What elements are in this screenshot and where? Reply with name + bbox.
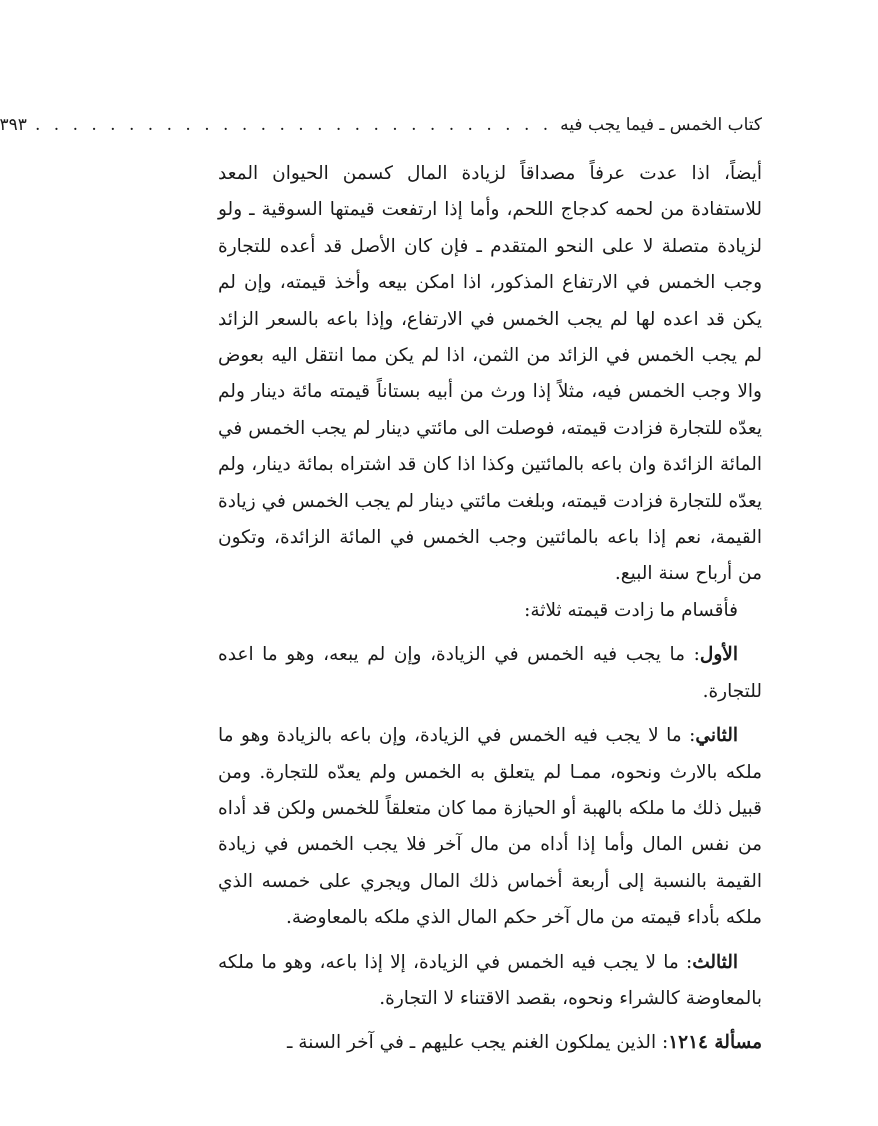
issue-text: : الذين يملكون الغنم يجب عليهم ـ في آخر السنة ـ: [287, 1032, 669, 1054]
third-term: الثالث: [692, 951, 738, 973]
second-text: : ما لا يجب فيه الخمس في الزيادة، وإن باعه بالزيادة وهو ما ملكه بالارث ونحوه، ممـا لم يتعلق به الخمس ولم يعدّه للتجارة. ومن قبيل ذلك ما ملكه بالهبة أو الحيازة مما كان متعلقاً للخمس ولكن قد أداه من نفس المال وأما إذا أداه من مال آخر فلا يجب الخمس في زيادة القيمة بالنسبة إلى أربعة أخماس ذلك المال ويجري على خمسه الذي ملكه بأداء قيمته من مال آخر حكم المال الذي ملكه بالمعاوضة.: [218, 725, 762, 929]
second-term: الثاني: [695, 725, 738, 747]
chapter-title: كتاب الخمس ـ فيما يجب فيه: [560, 115, 762, 135]
third-text: : ما لا يجب فيه الخمس في الزيادة، إلا إذا باعه، وهو ما ملكه بالمعاوضة كالشراء ونحوه، بقصد الاقتناء لا التجارة.: [218, 951, 762, 1009]
paragraph-first: [218, 637, 762, 710]
paragraph-third: [218, 945, 762, 1018]
page-number: ٣٩٣: [0, 115, 27, 135]
issue-term: مسألة ١٢١٤: [668, 1032, 762, 1054]
first-text: : ما يجب فيه الخمس في الزيادة، وإن لم يبعه، وهو ما اعده للتجارة.: [218, 644, 762, 702]
body-text: [218, 156, 762, 1062]
running-header: [0, 112, 762, 138]
leader-dots: . . . . . . . . . . . . . . . . . . . . . . . . . . . .: [34, 115, 553, 135]
paragraph-second: [218, 718, 762, 936]
paragraph-categories: فأقسام ما زادت قيمته ثلاثة:: [524, 599, 738, 621]
paragraph-issue: [218, 1025, 762, 1061]
page: [0, 112, 763, 1062]
paragraph-intro: أيضاً، اذا عدت عرفاً مصداقاً لزيادة المال كسمن الحيوان المعد للاستفادة من لحمه كدجاج اللحم، وأما إذا ارتفعت قيمتها السوقية ـ ولو لزيادة متصلة لا على النحو المتقدم ـ فإن كان الأصل قد أعده للتجارة وجب الخمس في الارتفاع المذكور، اذا امكن بيعه وأخذ قيمته، وإن لم يكن قد اعده لها لم يجب الخمس في الارتفاع، وإذا باعه بالسعر الزائد لم يجب الخمس في الزائد من الثمن، اذا لم يكن مما انتقل اليه بعوض والا وجب الخمس فيه، مثلاً إذا ورث من أبيه بستاناً قيمته مائة دينار ولم يعدّه للتجارة فزادت قيمته، فوصلت الى مائتي دينار لم يجب الخمس في المائة الزائدة وان باعه بالمائتين وكذا اذا كان قد اشتراه بمائة دينار، ولم يعدّه للتجارة فزادت قيمته، وبلغت مائتي دينار لم يجب الخمس في زيادة القيمة، نعم إذا باعه بالمائتين وجب الخمس في المائة الزائدة، وتكون من أرباح سنة البيع.: [218, 163, 763, 585]
first-term: الأول: [699, 644, 738, 666]
